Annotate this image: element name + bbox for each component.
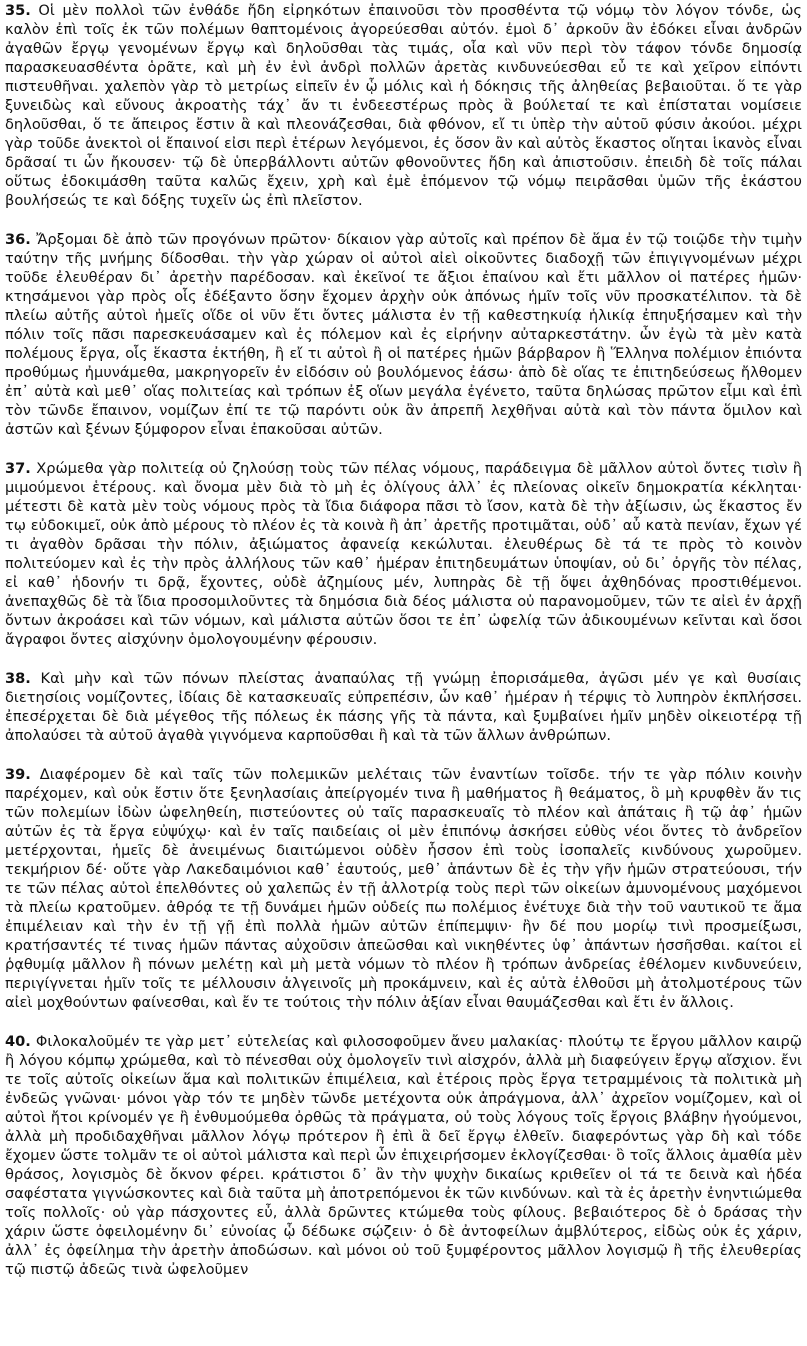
paragraph-39 (5, 765, 802, 1012)
paragraph-text: Χρώμεθα γὰρ πολιτείᾳ οὐ ζηλούσῃ τοὺς τῶν πέλας νόμους, παράδειγμα δὲ μᾶλλον αὐτοὶ ὄντες τισὶν ἢ μιμούμενοι ἑτέρους. καὶ ὄνομα μὲν διὰ τὸ μὴ ἐς ὀλίγους ἀλλ᾽ ἐς πλείονας οἰκεῖν δημοκρατία κέκληται· μέτεστι δὲ κατὰ μὲν τοὺς νόμους πρὸς τὰ ἴδια διάφορα πᾶσι τὸ ἴσον, κατὰ δὲ τὴν ἀξίωσιν, ὡς ἕκαστος ἔν τῳ εὐδοκιμεῖ, οὐκ ἀπὸ μέρους τὸ πλέον ἐς τὰ κοινὰ ἢ ἀπ᾽ ἀρετῆς προτιμᾶται, οὐδ᾽ αὖ κατὰ πενίαν, ἔχων γέ τι ἀγαθὸν δρᾶσαι τὴν πόλιν, ἀξιώματος ἀφανείᾳ κεκώλυται. ἐλευθέρως δὲ τά τε πρὸς τὸ κοινὸν πολιτεύομεν καὶ ἐς τὴν πρὸς ἀλλήλους τῶν καθ᾽ ἡμέραν ἐπιτηδευμάτων ὑποψίαν, οὐ δι᾽ ὀργῆς τὸν πέλας, εἰ καθ᾽ ἡδονήν τι δρᾷ, ἔχοντες, οὐδὲ ἀζημίους μέν, λυπηρὰς δὲ τῇ ὄψει ἀχθηδόνας προστιθέμενοι. ἀνεπαχθῶς δὲ τὰ ἴδια προσομιλοῦντες τὰ δημόσια διὰ δέος μάλιστα οὐ παρανομοῦμεν, τῶν τε αἰεὶ ἐν ἀρχῇ ὄντων ἀκροάσει καὶ τῶν νόμων, καὶ μάλιστα αὐτῶν ὅσοι τε ἐπ᾽ ὠφελίᾳ τῶν ἀδικουμένων κεῖνται καὶ ὅσοι ἄγραφοι ὄντες αἰσχύνην ὁμολογουμένην φέρουσιν. (5, 460, 802, 648)
paragraph-36 (5, 230, 802, 439)
paragraph-text: Διαφέρομεν δὲ καὶ ταῖς τῶν πολεμικῶν μελέταις τῶν ἐναντίων τοῖσδε. τήν τε γὰρ πόλιν κοινὴν παρέχομεν, καὶ οὐκ ἔστιν ὅτε ξενηλασίαις ἀπείργομέν τινα ἢ μαθήματος ἢ θεάματος, ὃ μὴ κρυφθὲν ἄν τις τῶν πολεμίων ἰδὼν ὠφεληθείη, πιστεύοντες οὐ ταῖς παρασκευαῖς τὸ πλέον καὶ ἀπάταις ἢ τῷ ἀφ᾽ ἡμῶν αὐτῶν ἐς τὰ ἔργα εὐψύχῳ· καὶ ἐν ταῖς παιδείαις οἱ μὲν ἐπιπόνῳ ἀσκήσει εὐθὺς νέοι ὄντες τὸ ἀνδρεῖον μετέρχονται, ἡμεῖς δὲ ἀνειμένως διαιτώμενοι οὐδὲν ἧσσον ἐπὶ τοὺς ἰσοπαλεῖς κινδύνους χωροῦμεν. τεκμήριον δέ· οὔτε γὰρ Λακεδαιμόνιοι καθ᾽ ἑαυτούς, μεθ᾽ ἁπάντων δὲ ἐς τὴν γῆν ἡμῶν στρατεύουσι, τήν τε τῶν πέλας αὐτοὶ ἐπελθόντες οὐ χαλεπῶς ἐν τῇ ἀλλοτρίᾳ τοὺς περὶ τῶν οἰκείων ἀμυνομένους μαχόμενοι τὰ πλείω κρατοῦμεν. ἀθρόᾳ τε τῇ δυνάμει ἡμῶν οὐδείς πω πολέμιος ἐνέτυχε διὰ τὴν τοῦ ναυτικοῦ τε ἅμα ἐπιμέλειαν καὶ τὴν ἐν τῇ γῇ ἐπὶ πολλὰ ἡμῶν αὐτῶν ἐπίπεμψιν· ἢν δέ που μορίῳ τινὶ προσμείξωσι, κρατήσαντές τέ τινας ἡμῶν πάντας αὐχοῦσιν ἀπεῶσθαι καὶ νικηθέντες ὑφ᾽ ἁπάντων ἡσσῆσθαι. καίτοι εἰ ῥᾳθυμίᾳ μᾶλλον ἢ πόνων μελέτῃ καὶ μὴ μετὰ νόμων τὸ πλέον ἢ τρόπων ἀνδρείας ἐθέλομεν κινδυνεύειν, περιγίγνεται ἡμῖν τοῖς τε μέλλουσιν ἀλγεινοῖς μὴ προκάμνειν, καὶ ἐς αὐτὰ ἐλθοῦσι μὴ ἀτολμοτέρους τῶν αἰεὶ μοχθούντων φαίνεσθαι, καὶ ἔν τε τούτοις τὴν πόλιν ἀξίαν εἶναι θαυμάζεσθαι καὶ ἔτι ἐν ἄλλοις. (5, 766, 802, 1011)
paragraph-38 (5, 669, 802, 745)
paragraph-number: 36. (5, 231, 31, 248)
paragraph-text: Οἱ μὲν πολλοὶ τῶν ἐνθάδε ἤδη εἰρηκότων ἐπαινοῦσι τὸν προσθέντα τῷ νόμῳ τὸν λόγον τόνδε, ὡς καλὸν ἐπὶ τοῖς ἐκ τῶν πολέμων θαπτομένοις ἀγορεύεσθαι αὐτόν. ἐμοὶ δ᾽ ἀρκοῦν ἂν ἐδόκει εἶναι ἀνδρῶν ἀγαθῶν ἔργῳ γενομένων ἔργῳ καὶ δηλοῦσθαι τὰς τιμάς, οἷα καὶ νῦν περὶ τὸν τάφον τόνδε δημοσίᾳ παρασκευασθέντα ὁρᾶτε, καὶ μὴ ἐν ἑνὶ ἀνδρὶ πολλῶν ἀρετὰς κινδυνεύεσθαι εὖ τε καὶ χεῖρον εἰπόντι πιστευθῆναι. χαλεπὸν γὰρ τὸ μετρίως εἰπεῖν ἐν ᾧ μόλις καὶ ἡ δόκησις τῆς ἀληθείας βεβαιοῦται. ὅ τε γὰρ ξυνειδὼς καὶ εὔνους ἀκροατὴς τάχ᾽ ἄν τι ἐνδεεστέρως πρὸς ἃ βούλεταί τε καὶ ἐπίσταται νομίσειε δηλοῦσθαι, ὅ τε ἄπειρος ἔστιν ἃ καὶ πλεονάζεσθαι, διὰ φθόνον, εἴ τι ὑπὲρ τὴν αὑτοῦ φύσιν ἀκούοι. μέχρι γὰρ τοῦδε ἀνεκτοὶ οἱ ἔπαινοί εἰσι περὶ ἑτέρων λεγόμενοι, ἐς ὅσον ἂν καὶ αὐτὸς ἕκαστος οἴηται ἱκανὸς εἶναι δρᾶσαί τι ὧν ἤκουσεν· τῷ δὲ ὑπερβάλλοντι αὐτῶν φθονοῦντες ἤδη καὶ ἀπιστοῦσιν. ἐπειδὴ δὲ τοῖς πάλαι οὕτως ἐδοκιμάσθη ταῦτα καλῶς ἔχειν, χρὴ καὶ ἐμὲ ἑπόμενον τῷ νόμῳ πειρᾶσθαι ὑμῶν τῆς ἑκάστου βουλήσεώς τε καὶ δόξης τυχεῖν ὡς ἐπὶ πλεῖστον. (5, 2, 802, 209)
paragraph-40 (5, 1032, 802, 1279)
paragraph-text: Ἄρξομαι δὲ ἀπὸ τῶν προγόνων πρῶτον· δίκαιον γὰρ αὐτοῖς καὶ πρέπον δὲ ἅμα ἐν τῷ τοιῷδε τὴν τιμὴν ταύτην τῆς μνήμης δίδοσθαι. τὴν γὰρ χώραν οἱ αὐτοὶ αἰεὶ οἰκοῦντες διαδοχῇ τῶν ἐπιγιγνομένων μέχρι τοῦδε ἐλευθέραν δι᾽ ἀρετὴν παρέδοσαν. καὶ ἐκεῖνοί τε ἄξιοι ἐπαίνου καὶ ἔτι μᾶλλον οἱ πατέρες ἡμῶν· κτησάμενοι γὰρ πρὸς οἷς ἐδέξαντο ὅσην ἔχομεν ἀρχὴν οὐκ ἀπόνως ἡμῖν τοῖς νῦν προσκατέλιπον. τὰ δὲ πλείω αὐτῆς αὐτοὶ ἡμεῖς οἵδε οἱ νῦν ἔτι ὄντες μάλιστα ἐν τῇ καθεστηκυίᾳ ἡλικίᾳ ἐπηυξήσαμεν καὶ τὴν πόλιν τοῖς πᾶσι παρεσκευάσαμεν καὶ ἐς πόλεμον καὶ ἐς εἰρήνην αὐταρκεστάτην. ὧν ἐγὼ τὰ μὲν κατὰ πολέμους ἔργα, οἷς ἕκαστα ἐκτήθη, ἢ εἴ τι αὐτοὶ ἢ οἱ πατέρες ἡμῶν βάρβαρον ἢ Ἕλληνα πολέμιον ἐπιόντα προθύμως ἠμυνάμεθα, μακρηγορεῖν ἐν εἰδόσιν οὐ βουλόμενος ἐάσω· ἀπὸ δὲ οἵας τε ἐπιτηδεύσεως ἤλθομεν ἐπ᾽ αὐτὰ καὶ μεθ᾽ οἵας πολιτείας καὶ τρόπων ἐξ οἵων μεγάλα ἐγένετο, ταῦτα δηλώσας πρῶτον εἶμι καὶ ἐπὶ τὸν τῶνδε ἔπαινον, νομίζων ἐπί τε τῷ παρόντι οὐκ ἂν ἀπρεπῆ λεχθῆναι αὐτὰ καὶ τὸν πάντα ὅμιλον καὶ ἀστῶν καὶ ξένων ξύμφορον εἶναι ἐπακοῦσαι αὐτῶν. (5, 231, 802, 438)
paragraph-number: 38. (5, 670, 31, 687)
paragraph-35 (5, 1, 802, 210)
paragraph-number: 37. (5, 460, 31, 477)
paragraph-number: 39. (5, 766, 31, 783)
paragraph-37 (5, 459, 802, 649)
paragraph-number: 40. (5, 1033, 31, 1050)
paragraph-text: Φιλοκαλοῦμέν τε γὰρ μετ᾽ εὐτελείας καὶ φιλοσοφοῦμεν ἄνευ μαλακίας· πλούτῳ τε ἔργου μᾶλλον καιρῷ ἢ λόγου κόμπῳ χρώμεθα, καὶ τὸ πένεσθαι οὐχ ὁμολογεῖν τινὶ αἰσχρόν, ἀλλὰ μὴ διαφεύγειν ἔργῳ αἴσχιον. ἔνι τε τοῖς αὐτοῖς οἰκείων ἅμα καὶ πολιτικῶν ἐπιμέλεια, καὶ ἑτέροις πρὸς ἔργα τετραμμένοις τὰ πολιτικὰ μὴ ἐνδεῶς γνῶναι· μόνοι γὰρ τόν τε μηδὲν τῶνδε μετέχοντα οὐκ ἀπράγμονα, ἀλλ᾽ ἀχρεῖον νομίζομεν, καὶ οἱ αὐτοὶ ἤτοι κρίνομέν γε ἢ ἐνθυμούμεθα ὀρθῶς τὰ πράγματα, οὐ τοὺς λόγους τοῖς ἔργοις βλάβην ἡγούμενοι, ἀλλὰ μὴ προδιδαχθῆναι μᾶλλον λόγῳ πρότερον ἢ ἐπὶ ἃ δεῖ ἔργῳ ἐλθεῖν. διαφερόντως γὰρ δὴ καὶ τόδε ἔχομεν ὥστε τολμᾶν τε οἱ αὐτοὶ μάλιστα καὶ περὶ ὧν ἐπιχειρήσομεν ἐκλογίζεσθαι· ὃ τοῖς ἄλλοις ἀμαθία μὲν θράσος, λογισμὸς δὲ ὄκνον φέρει. κράτιστοι δ᾽ ἂν τὴν ψυχὴν δικαίως κριθεῖεν οἱ τά τε δεινὰ καὶ ἡδέα σαφέστατα γιγνώσκοντες καὶ διὰ ταῦτα μὴ ἀποτρεπόμενοι ἐκ τῶν κινδύνων. καὶ τὰ ἐς ἀρετὴν ἐνηντιώμεθα τοῖς πολλοῖς· οὐ γὰρ πάσχοντες εὖ, ἀλλὰ δρῶντες κτώμεθα τοὺς φίλους. βεβαιότερος δὲ ὁ δράσας τὴν χάριν ὥστε ὀφειλομένην δι᾽ εὐνοίας ᾧ δέδωκε σῴζειν· ὁ δὲ ἀντοφείλων ἀμβλύτερος, εἰδὼς οὐκ ἐς χάριν, ἀλλ᾽ ἐς ὀφείλημα τὴν ἀρετὴν ἀποδώσων. καὶ μόνοι οὐ τοῦ ξυμφέροντος μᾶλλον λογισμῷ ἢ τῆς ἐλευθερίας τῷ πιστῷ ἀδεῶς τινὰ ὠφελοῦμεν (5, 1033, 802, 1278)
paragraph-number: 35. (5, 2, 31, 19)
paragraph-text: Καὶ μὴν καὶ τῶν πόνων πλείστας ἀναπαύλας τῇ γνώμῃ ἐπορισάμεθα, ἀγῶσι μέν γε καὶ θυσίαις διετησίοις νομίζοντες, ἰδίαις δὲ κατασκευαῖς εὐπρεπέσιν, ὧν καθ᾽ ἡμέραν ἡ τέρψις τὸ λυπηρὸν ἐκπλήσσει. ἐπεσέρχεται δὲ διὰ μέγεθος τῆς πόλεως ἐκ πάσης γῆς τὰ πάντα, καὶ ξυμβαίνει ἡμῖν μηδὲν οἰκειοτέρᾳ τῇ ἀπολαύσει τὰ αὐτοῦ ἀγαθὰ γιγνόμενα καρποῦσθαι ἢ καὶ τὰ τῶν ἄλλων ἀνθρώπων. (5, 670, 802, 744)
